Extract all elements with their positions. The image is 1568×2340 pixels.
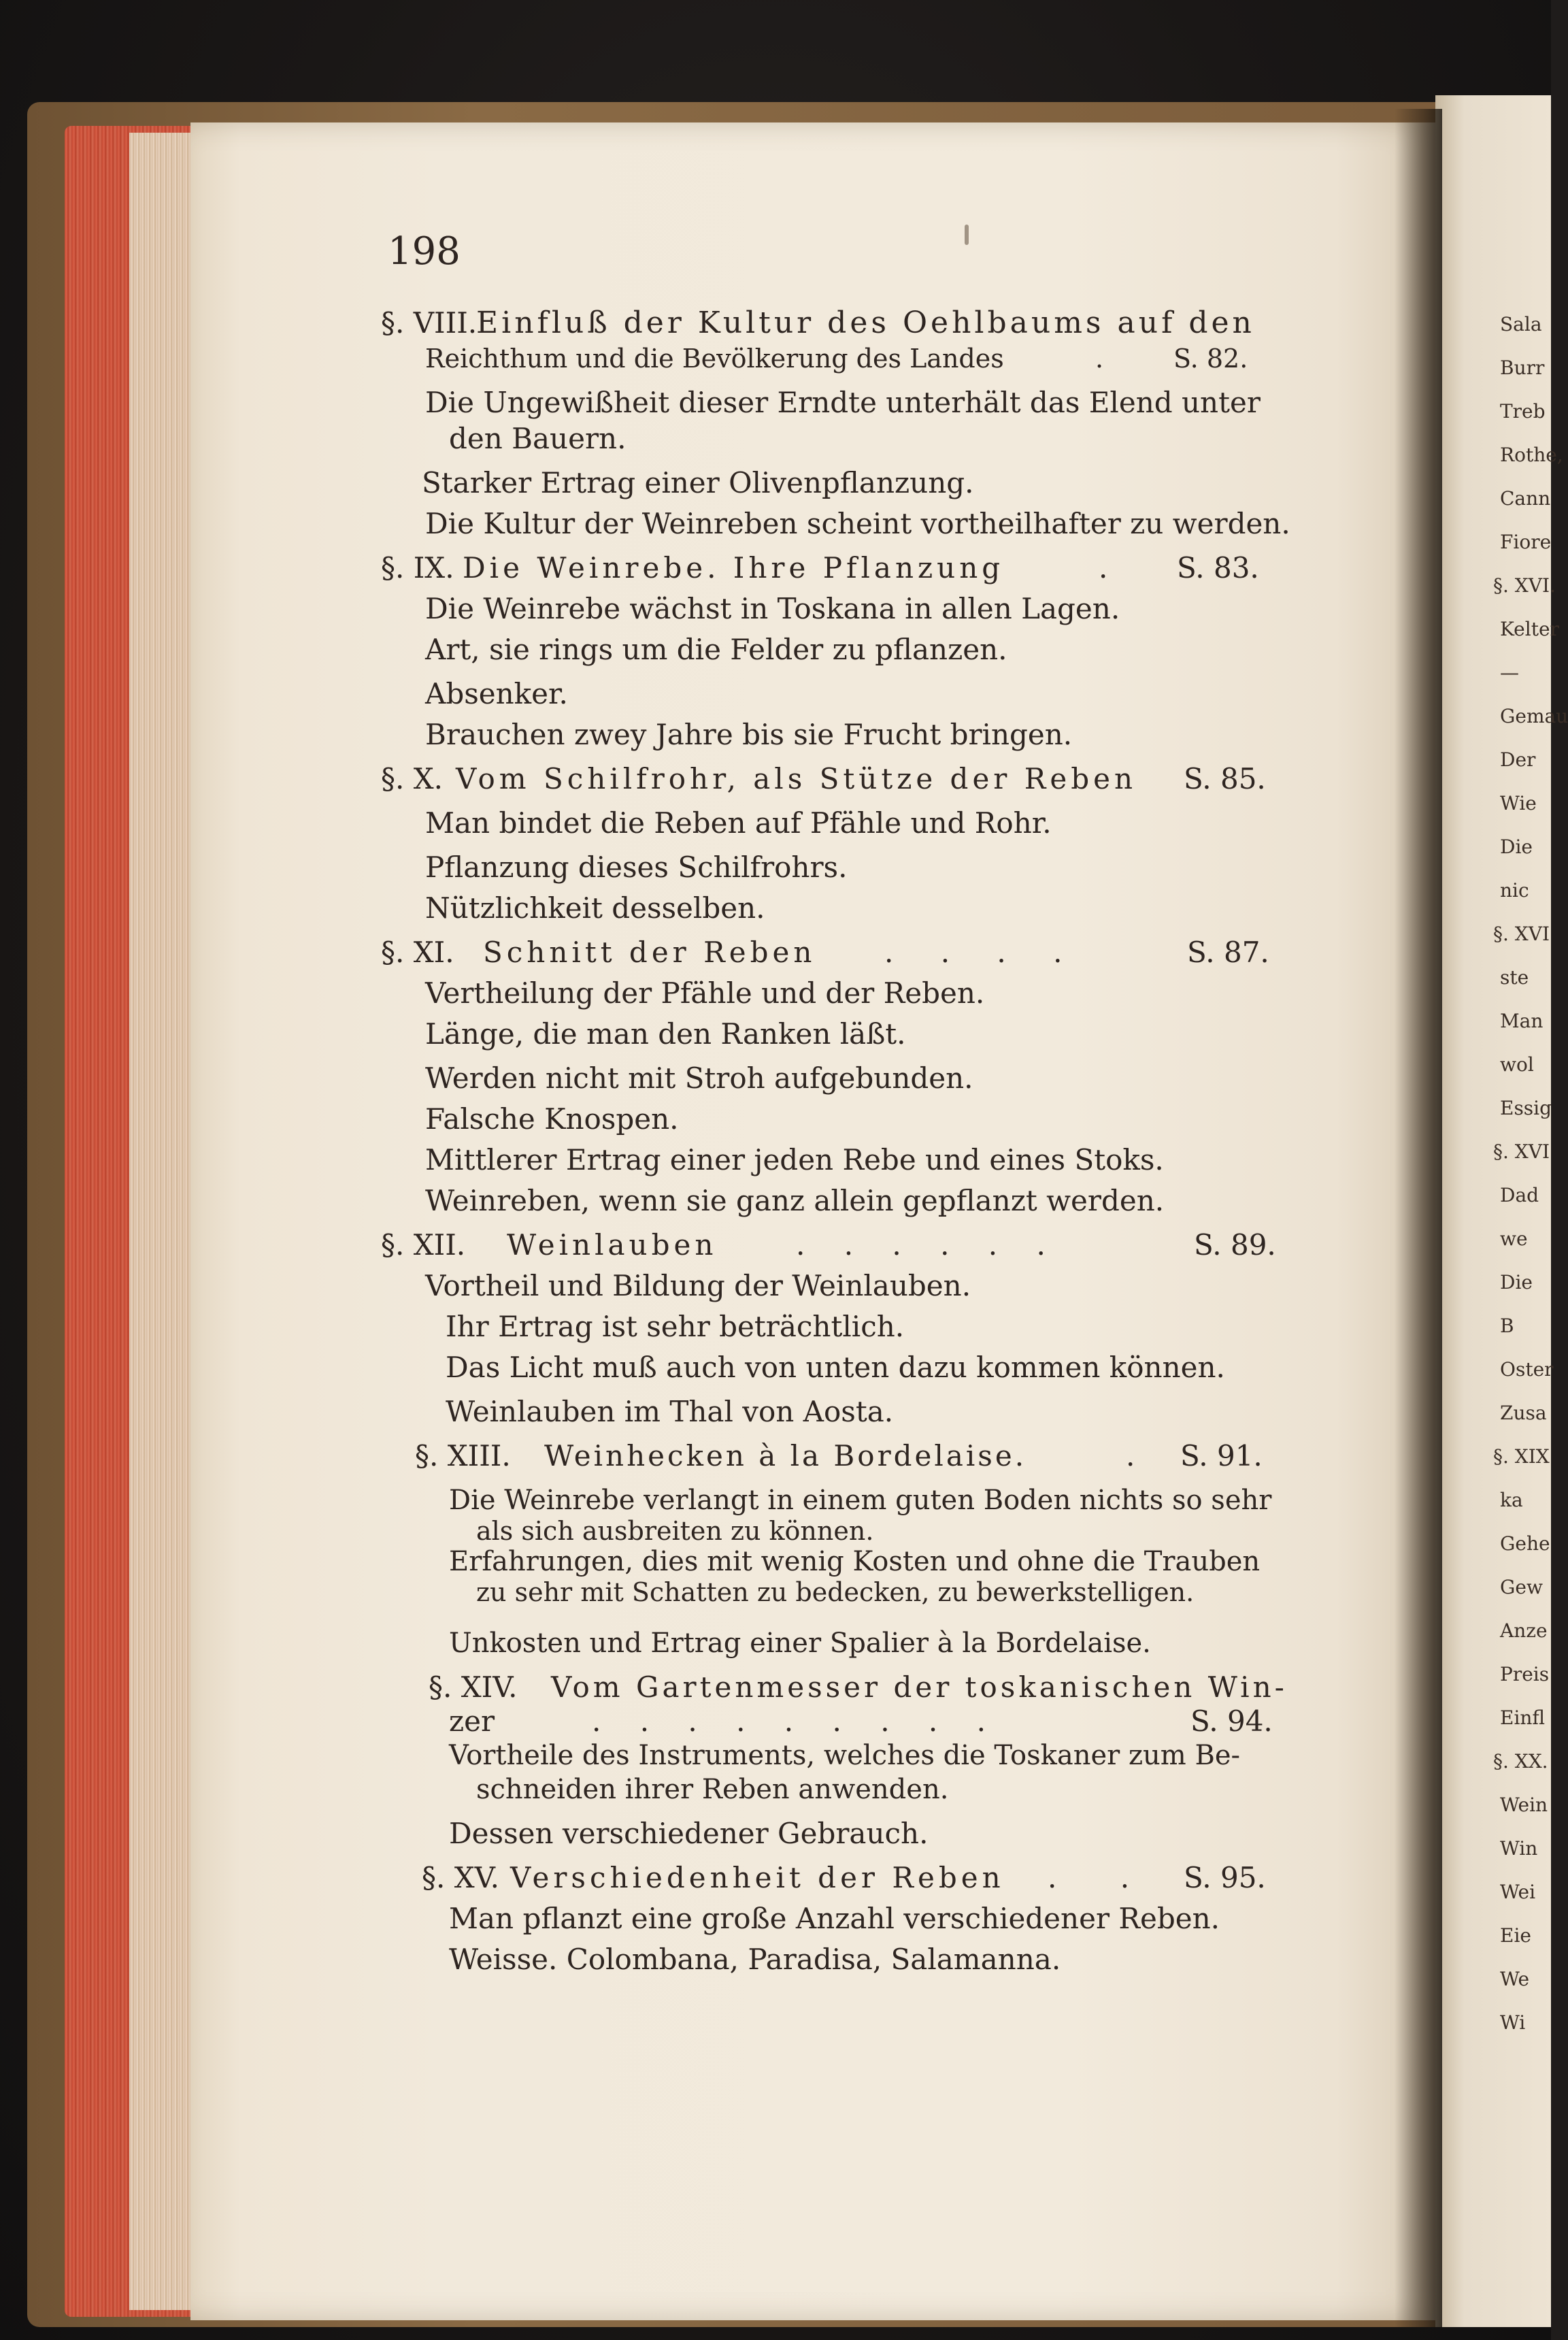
right-page-fragment: nic (1500, 879, 1529, 902)
entry-text-cont: schneiden ihrer Reben anwenden. (476, 1774, 949, 1805)
section-xii-number: §. XII. (381, 1228, 466, 1262)
entry-text-cont: den Bauern. (449, 422, 627, 455)
section-xiv-title-cont: zer (449, 1704, 495, 1738)
section-xiii-title: Weinhecken à la Bordelaise. (544, 1439, 1027, 1472)
section-xiv-title: Vom Gartenmesser der toskanischen Win- (551, 1670, 1288, 1704)
right-page-fragment: Sala (1500, 313, 1542, 335)
entry-text-cont: als sich ausbreiten zu können. (476, 1516, 874, 1546)
right-page-fragment: Wei (1500, 1881, 1536, 1903)
right-page-fragment: Gehe (1500, 1532, 1550, 1555)
right-page-fragment: Der (1500, 748, 1536, 771)
right-page-fragment: Rothe, (1500, 444, 1563, 466)
right-page-fragment: Kelter (1500, 618, 1559, 640)
section-xiii-page: S. 91. (1180, 1439, 1263, 1472)
right-page-fragment: Die (1500, 836, 1533, 858)
entry-text: Absenker. (425, 677, 568, 710)
entry-text: Die Weinrebe wächst in Toskana in allen Lagen. (425, 592, 1120, 625)
entry-text: Starker Ertrag einer Olivenpflanzung. (422, 466, 974, 499)
right-page-fragment: Gemau (1500, 705, 1568, 727)
section-xv-page: S. 95. (1184, 1861, 1266, 1894)
section-xiv-number: §. XIV. (429, 1670, 518, 1704)
right-page-fragment: Die (1500, 1271, 1533, 1293)
right-page-fragment: ka (1500, 1489, 1523, 1511)
right-page-fragment: Oster (1500, 1358, 1554, 1381)
right-page-fragment: Win (1500, 1837, 1538, 1860)
section-viii-number: §. VIII. (381, 306, 478, 340)
entry-text: Vertheilung der Pfähle und der Reben. (425, 976, 985, 1010)
entry-text: Art, sie rings um die Felder zu pflanzen. (425, 633, 1007, 666)
right-page-fragment: §. XVI (1493, 923, 1550, 945)
right-page-fragment: §. XIX (1493, 1445, 1550, 1468)
entry-text-cont: zu sehr mit Schatten zu bedecken, zu bewerkstelligen. (476, 1577, 1195, 1607)
section-xi-number: §. XI. (381, 936, 454, 969)
section-ix-leader: . (1099, 551, 1108, 584)
entry-text: Ihr Ertrag ist sehr beträchtlich. (446, 1310, 905, 1343)
right-page-fragment: B (1500, 1315, 1514, 1337)
page-number: 198 (388, 229, 461, 274)
section-xi-title: Schnitt der Reben (483, 936, 816, 969)
entry-text: Das Licht muß auch von unten dazu kommen können. (446, 1351, 1225, 1384)
right-page-fragment: we (1500, 1227, 1528, 1250)
section-x-title: Vom Schilfrohr, als Stütze der Reben (456, 762, 1137, 795)
entry-text: Man pflanzt eine große Anzahl verschiedener Reben. (449, 1902, 1220, 1935)
right-page-fragment: Wein (1500, 1794, 1548, 1816)
left-page (190, 122, 1435, 2320)
entry-text: Unkosten und Ertrag einer Spalier à la Bordelaise. (449, 1628, 1151, 1659)
section-viii-leader: . (1095, 344, 1104, 374)
section-viii-title-cont: Reichthum und die Bevölkerung des Landes (425, 344, 1004, 374)
section-ix-number: §. IX. (381, 551, 454, 584)
section-xii-page: S. 89. (1194, 1228, 1276, 1262)
right-page-fragment: Anze (1500, 1619, 1548, 1642)
entry-text: Die Ungewißheit dieser Erndte unterhält das Elend unter (425, 386, 1261, 419)
right-page-fragment: Wi (1500, 2011, 1526, 2034)
entry-text: Pflanzung dieses Schilfrohrs. (425, 851, 848, 884)
entry-text: Mittlerer Ertrag einer jeden Rebe und eines Stoks. (425, 1143, 1164, 1176)
right-page (1435, 95, 1568, 2327)
right-page-fragment: We (1500, 1968, 1530, 1990)
right-page-fragment: §. XVI. (1493, 574, 1556, 597)
right-page-fragment: Preis (1500, 1663, 1550, 1685)
entry-text: Brauchen zwey Jahre bis sie Frucht bringen. (425, 718, 1073, 751)
section-ix-title: Die Weinrebe. Ihre Pflanzung (463, 551, 1005, 584)
entry-text: Werden nicht mit Stroh aufgebunden. (425, 1061, 973, 1095)
entry-text: Weisse. Colombana, Paradisa, Salamanna. (449, 1943, 1061, 1976)
right-page-fragment: Einfl (1500, 1707, 1546, 1729)
entry-text: Erfahrungen, dies mit wenig Kosten und ohne die Trauben (449, 1546, 1261, 1577)
entry-text: Weinreben, wenn sie ganz allein gepflanzt werden. (425, 1184, 1165, 1217)
section-x-page: S. 85. (1184, 762, 1266, 795)
right-page-fragment: §. XVI (1493, 1140, 1550, 1163)
entry-text: Nützlichkeit desselben. (425, 891, 765, 925)
right-page-fragment: Cann (1500, 487, 1551, 510)
right-page-fragment: §. XX. (1493, 1750, 1548, 1773)
right-page-fragment: Burr (1500, 357, 1545, 379)
right-page-fragment: Fiore (1500, 531, 1552, 553)
entry-text: Länge, die man den Ranken läßt. (425, 1017, 906, 1051)
right-page-fragment: Wie (1500, 792, 1537, 814)
section-xv-title: Verschiedenheit der Reben (510, 1861, 1005, 1894)
entry-text: Dessen verschiedener Gebrauch. (449, 1817, 929, 1850)
right-page-fragment: ste (1500, 966, 1529, 989)
section-xiii-number: §. XIII. (415, 1439, 511, 1472)
section-viii-page: S. 82. (1173, 344, 1248, 374)
gutter-shadow (1395, 109, 1442, 2327)
section-xiii-leader: . (1126, 1439, 1135, 1472)
right-page-fragment: Man (1500, 1010, 1544, 1032)
section-x-number: §. X. (381, 762, 443, 795)
section-xv-number: §. XV. (422, 1861, 499, 1894)
entry-text: Vortheil und Bildung der Weinlauben. (425, 1269, 971, 1302)
section-xv-leader: . . (1048, 1861, 1157, 1894)
right-page-fragment: Eie (1500, 1924, 1531, 1947)
right-page-fragment: wol (1500, 1053, 1534, 1076)
entry-text: Die Kultur der Weinreben scheint vortheilhafter zu werden. (425, 507, 1290, 540)
entry-text: Falsche Knospen. (425, 1102, 679, 1136)
section-xii-title: Weinlauben (507, 1228, 718, 1262)
section-xi-leader: . . . . (884, 936, 1082, 969)
section-ix-page: S. 83. (1177, 551, 1259, 584)
section-viii-title: Einfluß der Kultur des Oehlbaums auf den (476, 306, 1255, 340)
right-page-fragment: Gew (1500, 1576, 1543, 1598)
section-xii-leader: . . . . . . (796, 1228, 1061, 1262)
entry-text: Die Weinrebe verlangt in einem guten Boden nichts so sehr (449, 1485, 1272, 1516)
right-page-fragment: — (1500, 661, 1519, 684)
entry-text: Man bindet die Reben auf Pfähle und Rohr. (425, 806, 1052, 840)
entry-text: Vortheile des Instruments, welches die Toskaner zum Be- (449, 1740, 1241, 1771)
right-page-fragment: Dad (1500, 1184, 1539, 1206)
paper-mark (965, 225, 969, 245)
right-page-fragment: Zusa (1500, 1402, 1547, 1424)
section-xiv-page: S. 94. (1190, 1704, 1273, 1738)
section-xi-page: S. 87. (1187, 936, 1269, 969)
section-xiv-leader: . . . . . . . . . (592, 1704, 1001, 1738)
right-page-fragment: Treb (1500, 400, 1546, 423)
right-page-fragment: Essig (1500, 1097, 1552, 1119)
entry-text: Weinlauben im Thal von Aosta. (446, 1395, 894, 1428)
